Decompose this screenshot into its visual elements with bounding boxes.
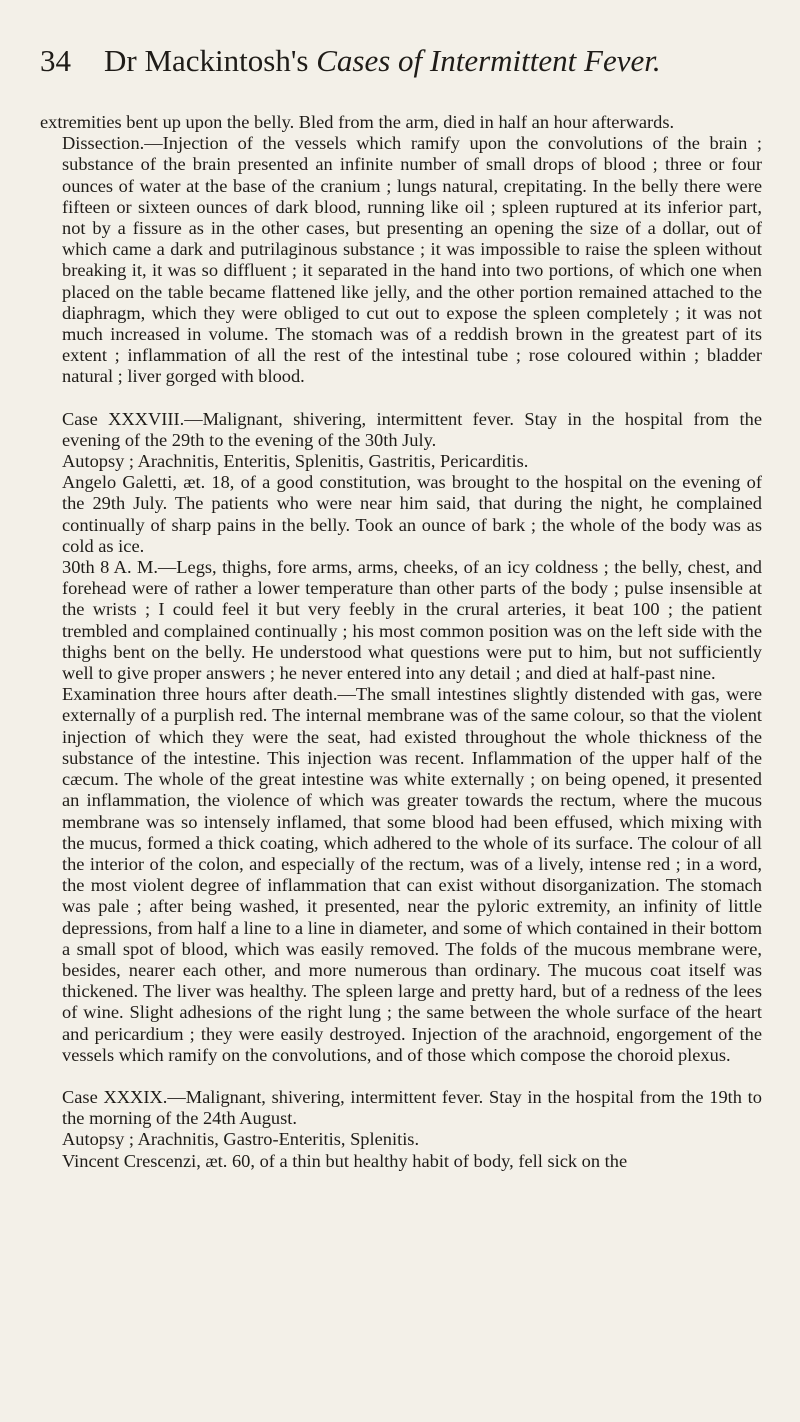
running-header: [40, 36, 760, 86]
paragraph-observation: 30th 8 A. M.—Legs, thighs, fore arms, arms, cheeks, of an icy coldness ; the belly, chest, and forehead were of rather a lower temperature than other parts of the body ; pulse insensible at the wrists ; I could feel it but very feebly in the crural arteries, it beat 100 ; the patient trembled and complained continually ; his most common position was on the left side with the thighs bent on the belly. He understood what questions were put to him, but not sufficiently well to give proper answers ; he never entered into any detail ; and died at half-past nine.: [62, 557, 762, 684]
header-title-italic: Cases of Intermittent Fever.: [316, 43, 661, 78]
page-body: [40, 112, 762, 1172]
paragraph-history: Vincent Crescenzi, æt. 60, of a thin but healthy habit of body, fell sick on the: [62, 1150, 628, 1171]
paragraph-continuation: extremities bent up upon the belly. Bled from the arm, died in half an hour afterwards.: [40, 112, 675, 132]
paragraph-examination: Examination three hours after death.—The small intestines slightly distended with gas, were externally of a purplish red. The internal membrane was of the same colour, so that the violent injection of which they were the seat, had existed throughout the whole thickness of the substance of the intestine. This injection was recent. Inflammation of the upper half of the cæcum. The whole of the great intestine was white externally ; on being opened, it presented an inflammation, the violence of which was greater towards the rectum, where the mucous membrane was so intensely inflamed, that some blood had been effused, which mixing with the mucus, formed a thick coating, which adhered to the whole of its surface. The colour of all the interior of the colon, and especially of the rectum, was of a lively, intense red ; in a word, the most violent degree of inflammation that can exist without disorganization. The stomach was pale ; after being washed, it presented, near the pyloric extremity, an infinity of little depressions, from half a line to a line in diameter, and some of which contained in their bottom a small spot of blood, which was easily removed. The folds of the mucous membrane were, besides, nearer each other, and more numerous than ordinary. The mucous coat itself was thickened. The liver was healthy. The spleen large and pretty hard, but of a redness of the lees of wine. Slight adhesions of the right lung ; the same between the whole surface of the heart and pericardium ; they were easily destroyed. Injection of the arachnoid, engorgement of the vessels which ramify on the convolutions, and of those which compose the choroid plexus.: [62, 684, 762, 1065]
case-heading: Case XXXIX.—Malignant, shivering, intermittent fever. Stay in the hospital from the 19th to the morning of the 24th August.: [62, 1086, 762, 1129]
autopsy-line: Autopsy ; Arachnitis, Enteritis, Splenitis, Gastritis, Pericarditis.: [62, 451, 529, 472]
case-heading: Case XXXVIII.—Malignant, shivering, intermittent fever. Stay in the hospital from the evening of the 29th to the evening of the 30th July.: [62, 408, 762, 450]
paragraph-history: Angelo Galetti, æt. 18, of a good constitution, was brought to the hospital on the evening of the 29th July. The patients who were near him said, that during the night, he complained continually of sharp pains in the belly. Took an ounce of bark ; the whole of the body was as cold as ice.: [62, 472, 762, 556]
page-number: 34: [40, 43, 71, 78]
header-title: Dr Mackintosh's: [104, 43, 317, 78]
autopsy-line: Autopsy ; Arachnitis, Gastro-Enteritis, Splenitis.: [62, 1129, 420, 1150]
paragraph-dissection: Dissection.—Injection of the vessels which ramify upon the convolutions of the brain ; substance of the brain presented an infinite number of small drops of blood ; three or four ounces of water at the base of the cranium ; lungs natural, crepitating. In the belly there were fifteen or sixteen ounces of dark blood, running like oil ; spleen ruptured at its inferior part, not by a fissure as in the other cases, but presenting an opening the size of a dollar, out of which came a dark and putrilaginous substance ; it was impossible to raise the spleen without breaking it, it was so diffluent ; it separated in the hand into two portions, of which one when placed on the table became flattened like jelly, and the other portion remained attached to the diaphragm, which they were obliged to cut out to expose the spleen completely ; it was not much increased in volume. The stomach was of a reddish brown in the greatest part of its extent ; inflammation of all the rest of the intestinal tube ; rose coloured within ; bladder natural ; liver gorged with blood.: [62, 133, 762, 387]
